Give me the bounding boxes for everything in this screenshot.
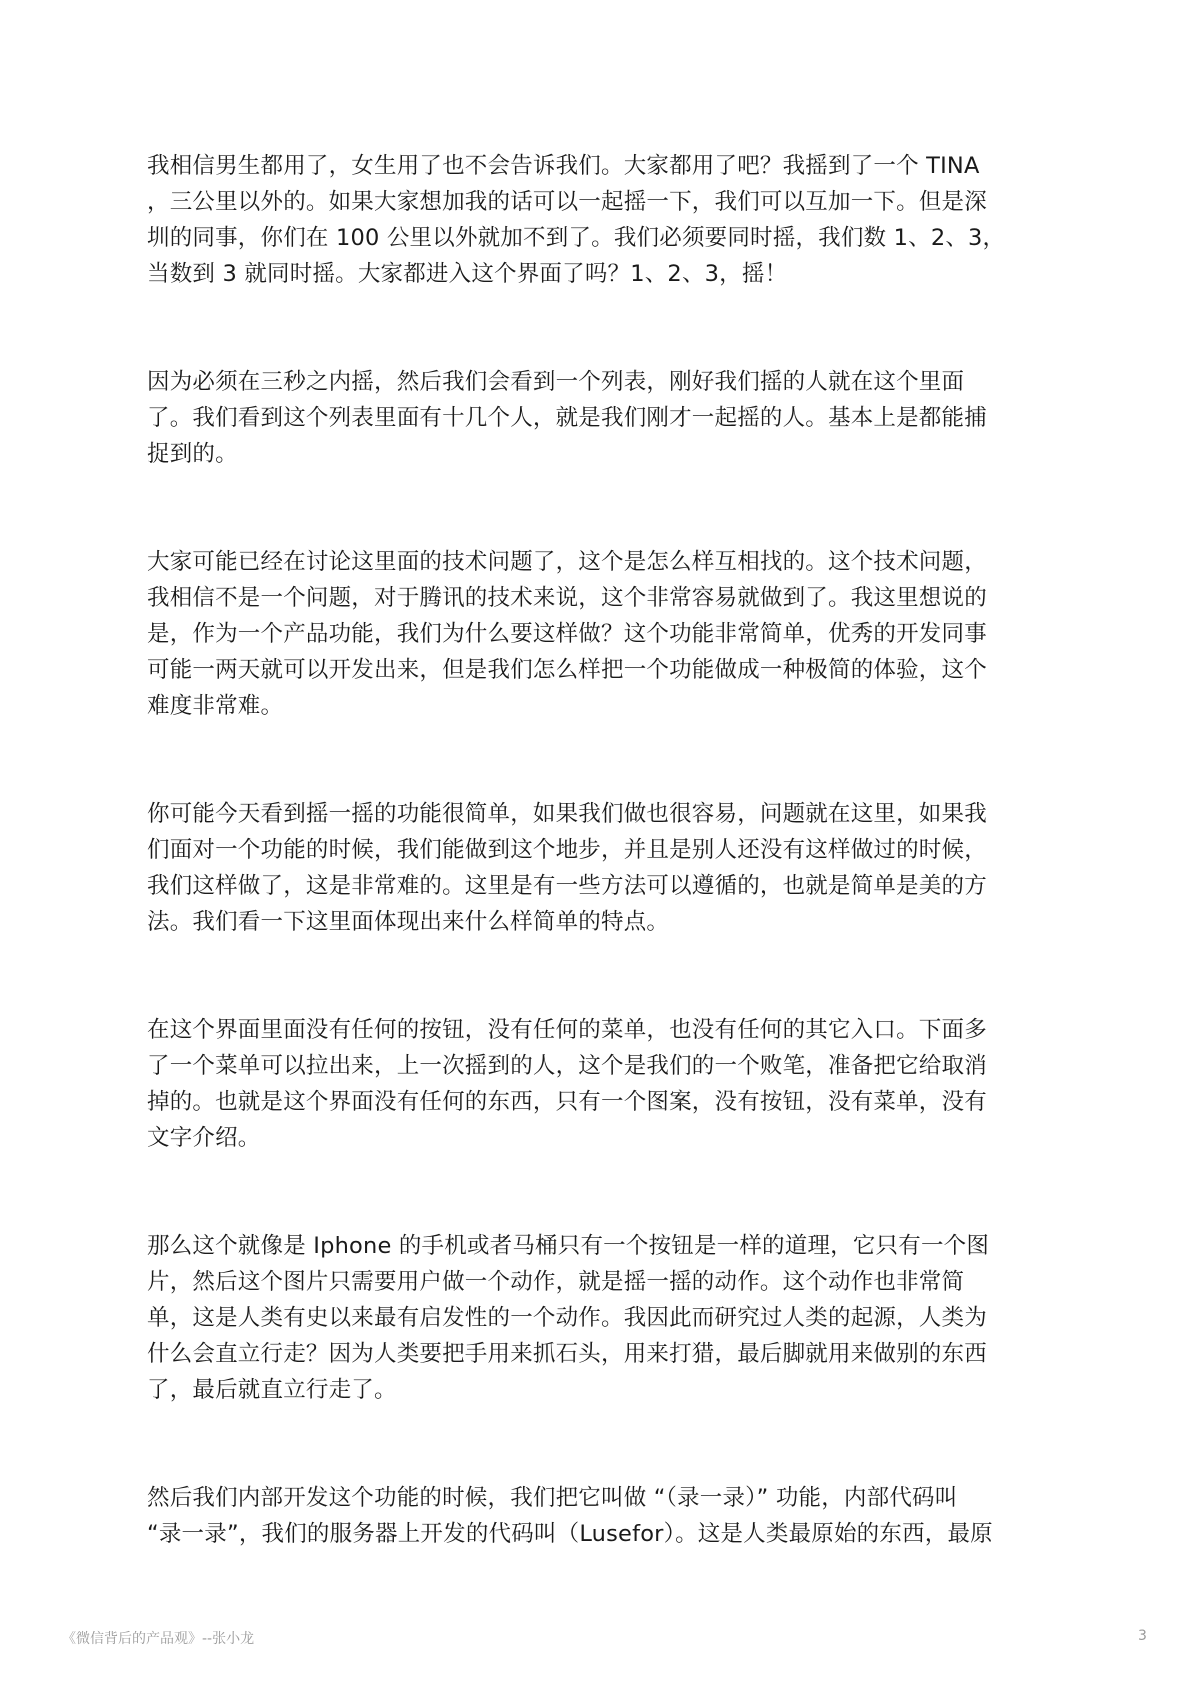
text-line: 我相信男生都用了，女生用了也不会告诉我们。大家都用了吧？我摇到了一个 TINA (147, 153, 980, 179)
text-line: 圳的同事，你们在 100 公里以外就加不到了。我们必须要同时摇，我们数 1、2、3， (147, 225, 1006, 251)
text-line: 文字介绍。 (147, 1125, 261, 1151)
text-line: 那么这个就像是 Iphone 的手机或者马桶只有一个按钮是一样的道理，它只有一个图 (147, 1233, 990, 1259)
text-line: 可能一两天就可以开发出来，但是我们怎么样把一个功能做成一种极简的体验，这个 (147, 657, 987, 683)
text-line: 在这个界面里面没有任何的按钮，没有任何的菜单，也没有任何的其它入口。下面多 (147, 1017, 987, 1043)
paragraph-5 (147, 1012, 1067, 1156)
text-line: 大家可能已经在讨论这里面的技术问题了，这个是怎么样互相找的。这个技术问题， (147, 549, 987, 575)
text-line: 法。我们看一下这里面体现出来什么样简单的特点。 (147, 909, 670, 935)
text-line: 你可能今天看到摇一摇的功能很简单，如果我们做也很容易，问题就在这里，如果我 (147, 801, 987, 827)
text-line: 捉到的。 (147, 441, 238, 467)
text-line: 了，最后就直立行走了。 (147, 1377, 397, 1403)
text-line: ，三公里以外的。如果大家想加我的话可以一起摇一下，我们可以互加一下。但是深 (147, 189, 987, 215)
text-line: 什么会直立行走？因为人类要把手用来抓石头，用来打猎，最后脚就用来做别的东西 (147, 1341, 987, 1367)
text-line: 片，然后这个图片只需要用户做一个动作，就是摇一摇的动作。这个动作也非常简 (147, 1269, 965, 1295)
text-line: 当数到 3 就同时摇。大家都进入这个界面了吗？1、2、3，摇！ (147, 261, 788, 287)
text-line: 因为必须在三秒之内摇，然后我们会看到一个列表，刚好我们摇的人就在这个里面 (147, 369, 965, 395)
footer-document-title: 《微信背后的产品观》--张小龙 (62, 1631, 255, 1647)
text-line: 掉的。也就是这个界面没有任何的东西，只有一个图案，没有按钮，没有菜单，没有 (147, 1089, 987, 1115)
page-number: 3 (1138, 1628, 1147, 1644)
text-line: 然后我们内部开发这个功能的时候，我们把它叫做 “（录一录）” 功能，内部代码叫 (147, 1485, 958, 1511)
text-line: 我相信不是一个问题，对于腾讯的技术来说，这个非常容易就做到了。我这里想说的 (147, 585, 987, 611)
paragraph-4 (147, 796, 1067, 940)
paragraph-3 (147, 544, 1067, 724)
text-line: 了一个菜单可以拉出来，上一次摇到的人，这个是我们的一个败笔，准备把它给取消 (147, 1053, 987, 1079)
text-line: 难度非常难。 (147, 693, 284, 719)
text-line: 了。我们看到这个列表里面有十几个人，就是我们刚才一起摇的人。基本上是都能捕 (147, 405, 987, 431)
text-line: 们面对一个功能的时候，我们能做到这个地步，并且是别人还没有这样做过的时候， (147, 837, 987, 863)
text-line: “录一录”，我们的服务器上开发的代码叫（Lusefor）。这是人类最原始的东西，最原 (147, 1521, 993, 1547)
paragraph-2 (147, 364, 1067, 472)
paragraph-1 (147, 148, 1067, 292)
text-line: 我们这样做了，这是非常难的。这里是有一些方法可以遵循的，也就是简单是美的方 (147, 873, 987, 899)
text-line: 是，作为一个产品功能，我们为什么要这样做？这个功能非常简单，优秀的开发同事 (147, 621, 987, 647)
paragraph-7 (147, 1480, 1067, 1552)
document-body (147, 148, 1067, 1630)
paragraph-6 (147, 1228, 1067, 1408)
text-line: 单，这是人类有史以来最有启发性的一个动作。我因此而研究过人类的起源，人类为 (147, 1305, 987, 1331)
